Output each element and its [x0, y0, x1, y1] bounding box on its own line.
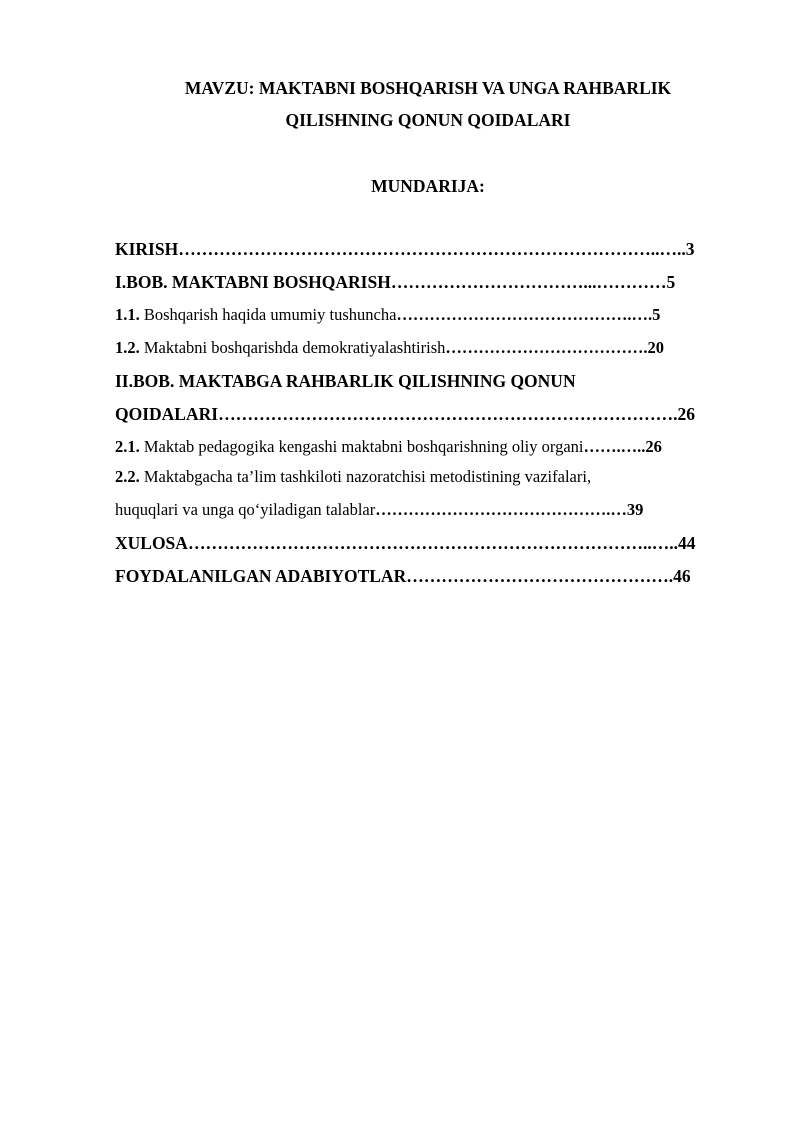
document-title-line2: QILISHNING QONUN QOIDALARI: [285, 110, 571, 130]
toc-entry-chapter-1: [115, 271, 675, 293]
toc-entry-label: Boshqarish haqida umumiy tushuncha: [139, 305, 397, 324]
toc-leader-dots: …………………………………………………………………….: [218, 404, 678, 424]
contents-heading: MUNDARIJA:: [371, 176, 485, 196]
toc-page-number: 44: [677, 533, 696, 553]
toc-page-number: 5: [652, 305, 661, 324]
toc-page-number: 39: [626, 500, 644, 519]
toc-entry-chapter-2-line2: [115, 403, 695, 425]
toc-leader-dots: …………………………………….….: [396, 305, 653, 324]
toc-page-number: 20: [647, 338, 665, 357]
toc-leader-dots: ……………………………………….: [406, 566, 674, 586]
toc-page-number: 5: [666, 272, 676, 292]
toc-entry-label: QOIDALARI: [115, 404, 219, 424]
toc-entry-chapter-2-line1: [115, 370, 576, 392]
toc-entry-section-2-1: [115, 436, 662, 458]
toc-entry-label: Maktabgacha ta’lim tashkiloti nazoratchisi metodistining vazifalari,: [139, 467, 592, 486]
toc-entry-kirish: [115, 238, 694, 260]
toc-entry-label: Maktab pedagogika kengashi maktabni boshqarishning oliy organi: [139, 437, 584, 456]
toc-entry-label: Maktabni boshqarishda demokratiyalashtirish: [139, 338, 446, 357]
toc-section-number: 1.2.: [115, 338, 140, 357]
toc-leader-dots: ………………………………………………………………………..…..: [178, 239, 686, 259]
toc-section-number: 1.1.: [115, 305, 140, 324]
toc-page-number: 46: [673, 566, 691, 586]
toc-entry-references: [115, 565, 691, 587]
toc-page-number: 3: [685, 239, 695, 259]
toc-entry-section-2-2-line1: [115, 466, 591, 488]
toc-entry-section-1-1: [115, 304, 660, 326]
toc-page-number: 26: [645, 437, 662, 456]
toc-entry-label: II.BOB. MAKTABGA RAHBARLIK QILISHNING QONUN: [115, 371, 576, 391]
toc-leader-dots: ……………………………………………………………………..…..: [187, 533, 678, 553]
toc-leader-dots: …………………………………….…: [375, 500, 627, 519]
toc-entry-label: KIRISH: [115, 239, 179, 259]
toc-page-number: 26: [677, 404, 695, 424]
toc-leader-dots: …….…..: [583, 437, 646, 456]
toc-entry-section-1-2: [115, 337, 664, 359]
toc-entry-label: huquqlari va unga qo‘yiladigan talablar: [115, 500, 376, 519]
toc-entry-label: I.BOB. MAKTABNI BOSHQARISH: [115, 272, 391, 292]
document-title-line1: MAVZU: MAKTABNI BOSHQARISH VA UNGA RAHBARLIK: [184, 78, 672, 98]
toc-entry-label: XULOSA: [115, 533, 188, 553]
toc-leader-dots: ……………………………….: [445, 338, 648, 357]
toc-entry-section-2-2-line2: [115, 499, 643, 521]
toc-section-number: 2.1.: [115, 437, 140, 456]
toc-leader-dots: ……………………………...…………: [390, 272, 667, 292]
toc-entry-label: FOYDALANILGAN ADABIYOTLAR: [115, 566, 407, 586]
toc-section-number: 2.2.: [115, 467, 140, 486]
toc-entry-xulosa: [115, 532, 695, 554]
